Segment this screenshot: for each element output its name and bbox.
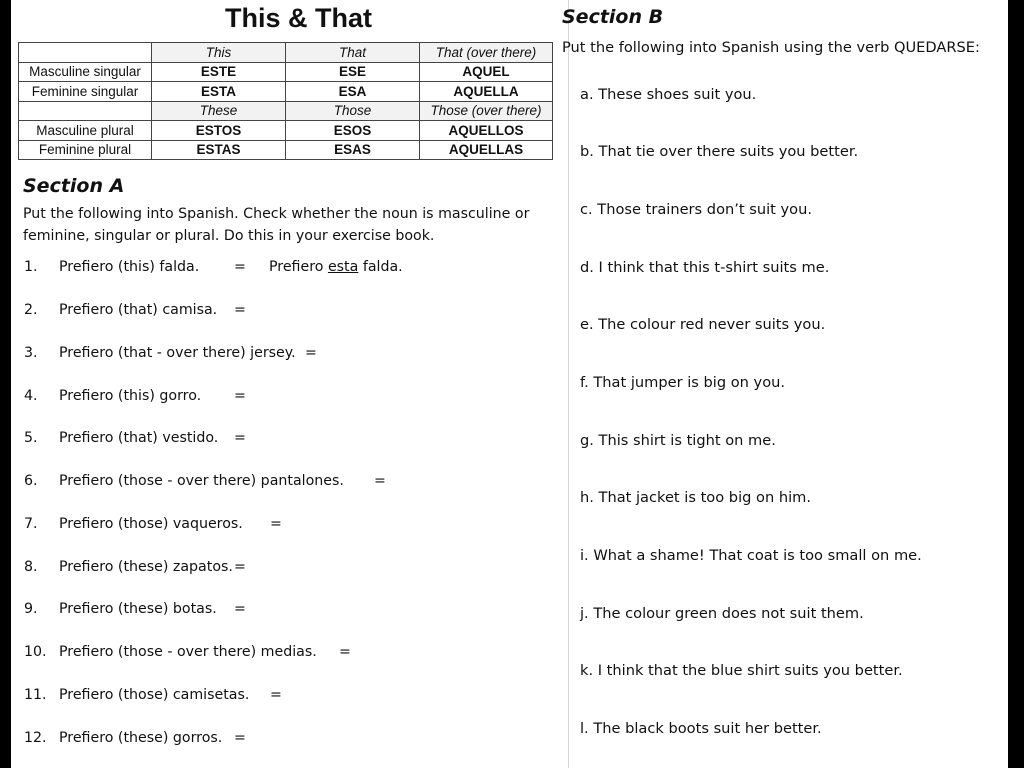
section-a-heading: Section A [23, 175, 125, 197]
table-cell: ESTAS [152, 140, 286, 160]
list-item: e. The colour red never suits you. [580, 316, 826, 333]
list-item: 3. Prefiero (that - over there) jersey. = [24, 345, 317, 361]
list-item: 7. Prefiero (those) vaqueros. = [24, 516, 282, 532]
table-header-cell: That (over there) [420, 43, 553, 63]
list-item: 4. Prefiero (this) gorro. = [24, 388, 246, 404]
list-item: j. The colour green does not suit them. [580, 605, 864, 622]
table-cell: ESA [286, 82, 420, 102]
table-cell: ESOS [286, 121, 420, 141]
list-item: l. The black boots suit her better. [580, 720, 822, 737]
example-answer: Prefiero esta falda. [269, 259, 403, 275]
table-header-cell: Those [286, 101, 420, 121]
table-row [19, 140, 553, 160]
list-item: a. These shoes suit you. [580, 86, 757, 103]
table-row [19, 82, 553, 102]
list-item: 5. Prefiero (that) vestido. = [24, 430, 246, 446]
table-header-cell: These [152, 101, 286, 121]
list-item: k. I think that the blue shirt suits you better. [580, 662, 903, 679]
table-row [19, 121, 553, 141]
list-item: f. That jumper is big on you. [580, 374, 786, 391]
column-divider [568, 0, 569, 768]
table-row-label: Feminine singular [19, 82, 152, 102]
list-item: 10. Prefiero (those - over there) medias. = [24, 644, 351, 660]
table-cell: AQUELLAS [420, 140, 553, 160]
section-a-instruction: Put the following into Spanish. Check whether the noun is masculine or feminine, singular or plural. Do this in your exercise book. [23, 206, 530, 244]
list-item: 1. Prefiero (this) falda. = Prefiero esta falda. [24, 259, 403, 275]
list-item: b. That tie over there suits you better. [580, 143, 859, 160]
table-header-cell: Those (over there) [420, 101, 553, 121]
table-cell: ESAS [286, 140, 420, 160]
list-item: i. What a shame! That coat is too small on me. [580, 547, 922, 564]
table-header-cell: This [152, 43, 286, 63]
list-item: 11. Prefiero (those) camisetas. = [24, 687, 282, 703]
table-cell: AQUEL [420, 62, 553, 82]
worksheet [11, 0, 1008, 768]
list-item: 6. Prefiero (those - over there) pantalones. = [24, 473, 386, 489]
list-item: 8. Prefiero (these) zapatos. = [24, 559, 246, 575]
table-cell: ESTA [152, 82, 286, 102]
section-b-instruction: Put the following into Spanish using the verb QUEDARSE: [562, 39, 980, 56]
table-cell: ESE [286, 62, 420, 82]
table-row-label: Masculine plural [19, 121, 152, 141]
list-item: c. Those trainers don’t suit you. [580, 201, 812, 218]
demonstratives-table [18, 42, 553, 160]
table-row-label: Masculine singular [19, 62, 152, 82]
list-item: 2. Prefiero (that) camisa. = [24, 302, 246, 318]
table-header-row-singular [19, 43, 553, 63]
list-item: 12. Prefiero (these) gorros. = [24, 730, 246, 746]
table-header-cell: That [286, 43, 420, 63]
section-b-heading: Section B [562, 6, 664, 28]
table-cell: AQUELLA [420, 82, 553, 102]
table-cell: ESTOS [152, 121, 286, 141]
table-cell: ESTE [152, 62, 286, 82]
page-title: This & That [225, 3, 372, 33]
table-row [19, 62, 553, 82]
list-item: d. I think that this t-shirt suits me. [580, 259, 830, 276]
table-header-row-plural [19, 101, 553, 121]
table-cell: AQUELLOS [420, 121, 553, 141]
list-item: g. This shirt is tight on me. [580, 432, 776, 449]
list-item: h. That jacket is too big on him. [580, 489, 811, 506]
list-item: 9. Prefiero (these) botas. = [24, 601, 246, 617]
table-row-label: Feminine plural [19, 140, 152, 160]
